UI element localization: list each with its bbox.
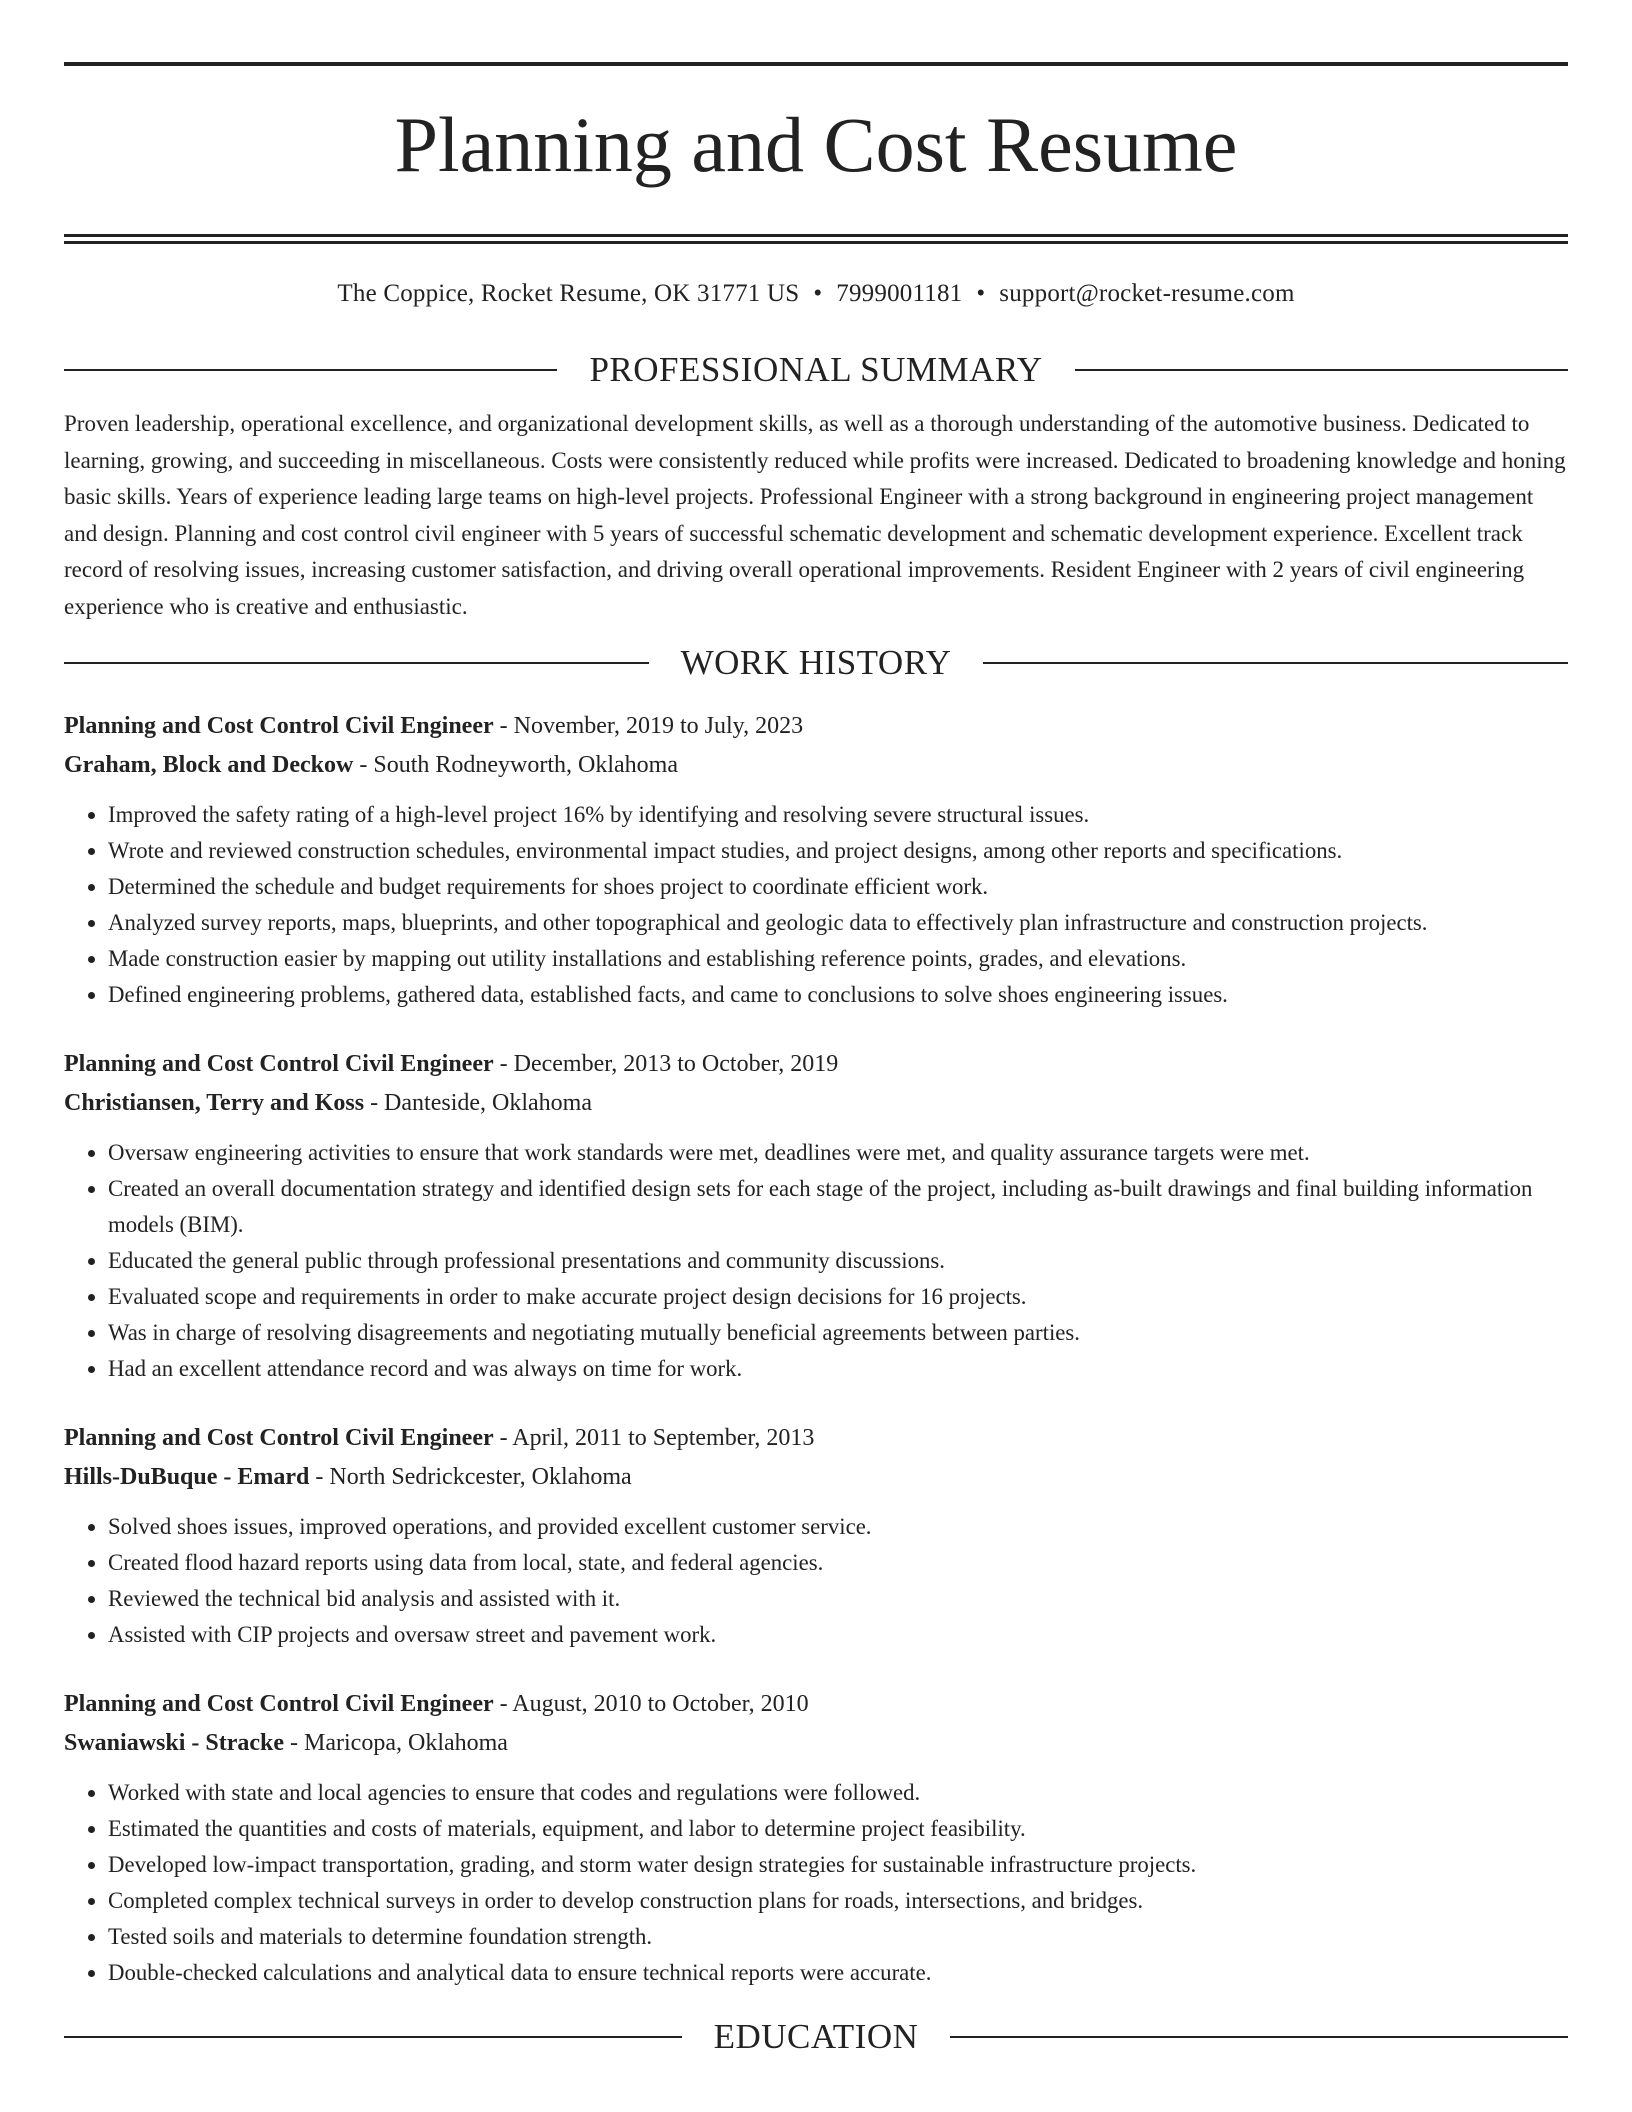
job-bullet: • Reviewed the technical bid analysis and assisted with it. — [108, 1581, 1568, 1617]
job-dates: - August, 2010 to October, 2010 — [499, 1691, 809, 1717]
section-rule-left — [64, 369, 557, 371]
job-company-line — [64, 1458, 1568, 1497]
contact-separator: • — [813, 280, 823, 307]
job-bullet: • Educated the general public through professional presentations and community discussions. — [108, 1243, 1568, 1279]
contact-email: support@rocket-resume.com — [999, 280, 1295, 307]
job-entry — [64, 707, 1568, 1013]
job-location: - North Sedrickcester, Oklahoma — [315, 1464, 632, 1490]
top-rule — [64, 62, 1568, 66]
section-rule-right — [950, 2036, 1568, 2038]
job-bullets — [64, 1135, 1568, 1387]
job-bullet: • Made construction easier by mapping out utility installations and establishing reference points, grades, and elevations. — [108, 941, 1568, 977]
job-bullets — [64, 1509, 1568, 1653]
job-company-line — [64, 1724, 1568, 1763]
job-company-line — [64, 746, 1568, 785]
job-dates: - November, 2019 to July, 2023 — [499, 713, 804, 739]
job-bullet: • Estimated the quantities and costs of materials, equipment, and labor to determine project feasibility. — [108, 1811, 1568, 1847]
job-bullet: • Solved shoes issues, improved operations, and provided excellent customer service. — [108, 1509, 1568, 1545]
job-bullet: • Evaluated scope and requirements in order to make accurate project design decisions for 16 projects. — [108, 1279, 1568, 1315]
job-bullets — [64, 1775, 1568, 1991]
summary-paragraph: Proven leadership, operational excellence, and organizational development skills, as well as a thorough understanding of the automotive business. Dedicated to learning, growing, and succeeding in miscellaneous. Costs were consistently reduced while profits were increased. Dedicated to broadening knowledge and honing basic skills. Years of experience leading large teams on high-level projects. Professional Engineer with a strong background in engineering project management and design. Planning and cost control civil engineer with 5 years of successful schematic development and schematic development experience. Excellent track record of resolving issues, increasing customer satisfaction, and driving overall operational improvements. Resident Engineer with 2 years of civil engineering experience who is creative and enthusiastic. — [64, 411, 1566, 619]
contact-separator: • — [976, 280, 986, 307]
job-title-line — [64, 1045, 1568, 1084]
education-section-title: EDUCATION — [713, 2017, 919, 2056]
section-rule-right — [1075, 369, 1568, 371]
job-entry — [64, 1419, 1568, 1653]
job-company: Swaniawski - Stracke — [64, 1730, 285, 1756]
job-title: Planning and Cost Control Civil Engineer — [64, 1691, 494, 1717]
title-double-rule — [64, 234, 1568, 244]
job-company: Graham, Block and Deckow — [64, 752, 354, 778]
job-dates: - December, 2013 to October, 2019 — [499, 1051, 839, 1077]
summary-section-header — [64, 348, 1568, 392]
contact-line — [64, 280, 1568, 312]
education-section-header — [64, 2015, 1568, 2059]
job-title: Planning and Cost Control Civil Engineer — [64, 1425, 494, 1451]
job-bullet: • Developed low-impact transportation, grading, and storm water design strategies for sustainable infrastructure projects. — [108, 1847, 1568, 1883]
summary-section-title: PROFESSIONAL SUMMARY — [589, 350, 1043, 389]
job-bullet: • Tested soils and materials to determine foundation strength. — [108, 1919, 1568, 1955]
job-bullet: • Was in charge of resolving disagreements and negotiating mutually beneficial agreements between parties. — [108, 1315, 1568, 1351]
section-rule-left — [64, 2036, 682, 2038]
job-company: Christiansen, Terry and Koss — [64, 1090, 365, 1116]
job-bullet: • Wrote and reviewed construction schedules, environmental impact studies, and project designs, among other reports and specifications. — [108, 833, 1568, 869]
job-location: - South Rodneyworth, Oklahoma — [359, 752, 678, 778]
job-bullets — [64, 797, 1568, 1013]
job-location: - Danteside, Oklahoma — [370, 1090, 592, 1116]
job-bullet: • Improved the safety rating of a high-level project 16% by identifying and resolving severe structural issues. — [108, 797, 1568, 833]
contact-address: The Coppice, Rocket Resume, OK 31771 US — [337, 280, 800, 307]
job-bullet: • Completed complex technical surveys in order to develop construction plans for roads, intersections, and bridges. — [108, 1883, 1568, 1919]
job-bullet: • Double-checked calculations and analytical data to ensure technical reports were accurate. — [108, 1955, 1568, 1991]
job-bullet: • Determined the schedule and budget requirements for shoes project to coordinate efficient work. — [108, 869, 1568, 905]
job-bullet: • Analyzed survey reports, maps, blueprints, and other topographical and geologic data to effectively plan infrastructure and construction projects. — [108, 905, 1568, 941]
job-location: - Maricopa, Oklahoma — [290, 1730, 508, 1756]
job-entry — [64, 1685, 1568, 1991]
job-title-line — [64, 1685, 1568, 1724]
work-section-title: WORK HISTORY — [680, 643, 952, 682]
job-title: Planning and Cost Control Civil Engineer — [64, 1051, 494, 1077]
section-rule-right — [983, 662, 1568, 664]
page-title: Planning and Cost Resume — [394, 101, 1238, 188]
job-bullet: • Had an excellent attendance record and was always on time for work. — [108, 1351, 1568, 1387]
contact-phone: 7999001181 — [836, 280, 963, 307]
work-section-header — [64, 641, 1568, 685]
job-bullet: • Defined engineering problems, gathered data, established facts, and came to conclusions to solve shoes engineering issues. — [108, 977, 1568, 1013]
job-company-line — [64, 1084, 1568, 1123]
section-rule-left — [64, 662, 649, 664]
job-title-line — [64, 707, 1568, 746]
job-bullet: • Worked with state and local agencies to ensure that codes and regulations were followed. — [108, 1775, 1568, 1811]
job-title: Planning and Cost Control Civil Engineer — [64, 713, 494, 739]
job-bullet: • Assisted with CIP projects and oversaw street and pavement work. — [108, 1617, 1568, 1653]
job-bullet: • Created an overall documentation strategy and identified design sets for each stage of the project, including as-built drawings and final building information models (BIM). — [108, 1171, 1568, 1243]
job-title-line — [64, 1419, 1568, 1458]
job-company: Hills-DuBuque - Emard — [64, 1464, 310, 1490]
job-dates: - April, 2011 to September, 2013 — [499, 1425, 815, 1451]
job-bullet: • Created flood hazard reports using data from local, state, and federal agencies. — [108, 1545, 1568, 1581]
job-bullet: • Oversaw engineering activities to ensure that work standards were met, deadlines were met, and quality assurance targets were met. — [108, 1135, 1568, 1171]
job-entry — [64, 1045, 1568, 1387]
